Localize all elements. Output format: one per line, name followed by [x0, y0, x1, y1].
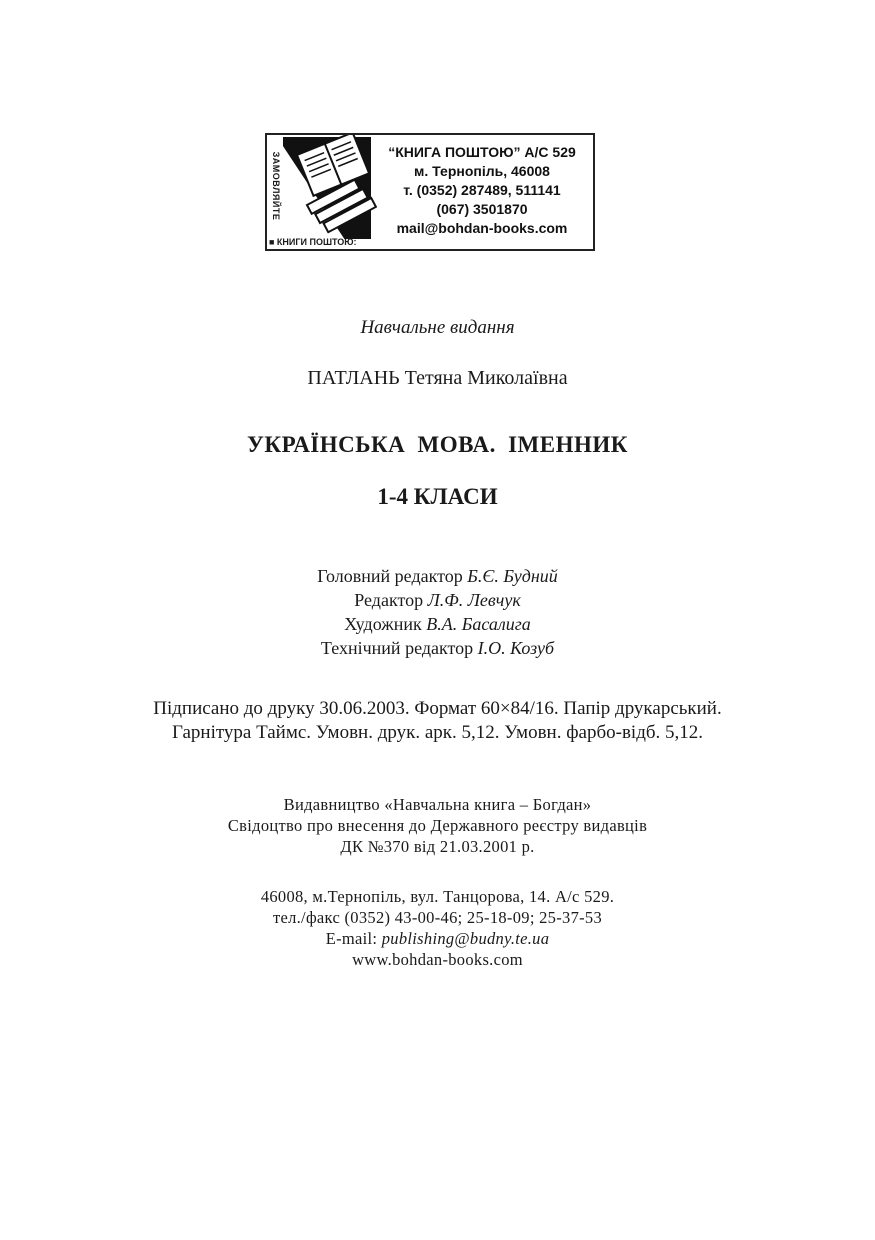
staff-name: Л.Ф. Левчук	[427, 590, 521, 610]
website-link[interactable]: www.bohdan-books.com	[352, 950, 523, 969]
book-title: УКРАЇНСЬКА МОВА. ІМЕННИК	[247, 432, 628, 457]
publisher-line: Видавництво «Навчальна книга – Богдан»	[283, 795, 592, 814]
stamp-bottom-text: ■ КНИГИ ПОШТОЮ:	[269, 237, 357, 247]
print-info	[0, 697, 875, 745]
email-label: E-mail:	[325, 929, 378, 948]
print-line: Гарнітура Таймс. Умовн. друк. арк. 5,12. Умовн. фарбо-відб. 5,12.	[171, 722, 704, 743]
email-line	[0, 928, 875, 949]
email-link[interactable]: publishing@budny.te.ua	[381, 929, 550, 948]
stamp-line: mail@bohdan-books.com	[396, 220, 568, 236]
print-line: Підписано до друку 30.06.2003. Формат 60×84/16. Папір друкарський.	[153, 698, 722, 719]
phone-line: тел./факс (0352) 43-00-46; 25-18-09; 25-37-53	[272, 908, 603, 927]
publisher-address	[0, 886, 875, 970]
staff-row	[0, 564, 875, 588]
publisher-line: Свідоцтво про внесення до Державного реєстру видавців	[227, 816, 648, 835]
grade-range: 1-4 КЛАСИ	[377, 484, 498, 509]
staff-role: Редактор	[354, 590, 424, 610]
staff-row	[0, 612, 875, 636]
staff-name: І.О. Козуб	[477, 638, 555, 658]
staff-role: Головний редактор	[317, 566, 463, 586]
stamp-contact-block	[375, 143, 589, 238]
staff-role: Технічний редактор	[320, 638, 474, 658]
publisher-line: ДК №370 від 21.03.2001 р.	[340, 837, 535, 856]
stamp-line: “КНИГА ПОШТОЮ” А/С 529	[388, 144, 576, 160]
stamp-line: т. (0352) 287489, 511141	[403, 182, 561, 198]
publisher-info	[0, 794, 875, 857]
books-logo-icon	[267, 135, 377, 249]
stamp-side-text: ЗАМОВЛЯЙТЕ	[271, 151, 281, 221]
staff-row	[0, 636, 875, 660]
staff-role: Художник	[344, 614, 422, 634]
mail-order-stamp	[265, 133, 595, 251]
stamp-line: (067) 3501870	[436, 201, 528, 217]
staff-name: Б.Є. Будний	[467, 566, 558, 586]
stamp-line: м. Тернопіль, 46008	[414, 163, 550, 179]
editorial-staff	[0, 564, 875, 660]
address-line: 46008, м.Тернопіль, вул. Танцорова, 14. А/с 529.	[260, 887, 615, 906]
staff-row	[0, 588, 875, 612]
staff-name: В.А. Басалига	[426, 614, 531, 634]
edition-type: Навчальне видання	[360, 317, 515, 338]
author-name: ПАТЛАНЬ Тетяна Миколаївна	[307, 367, 568, 389]
